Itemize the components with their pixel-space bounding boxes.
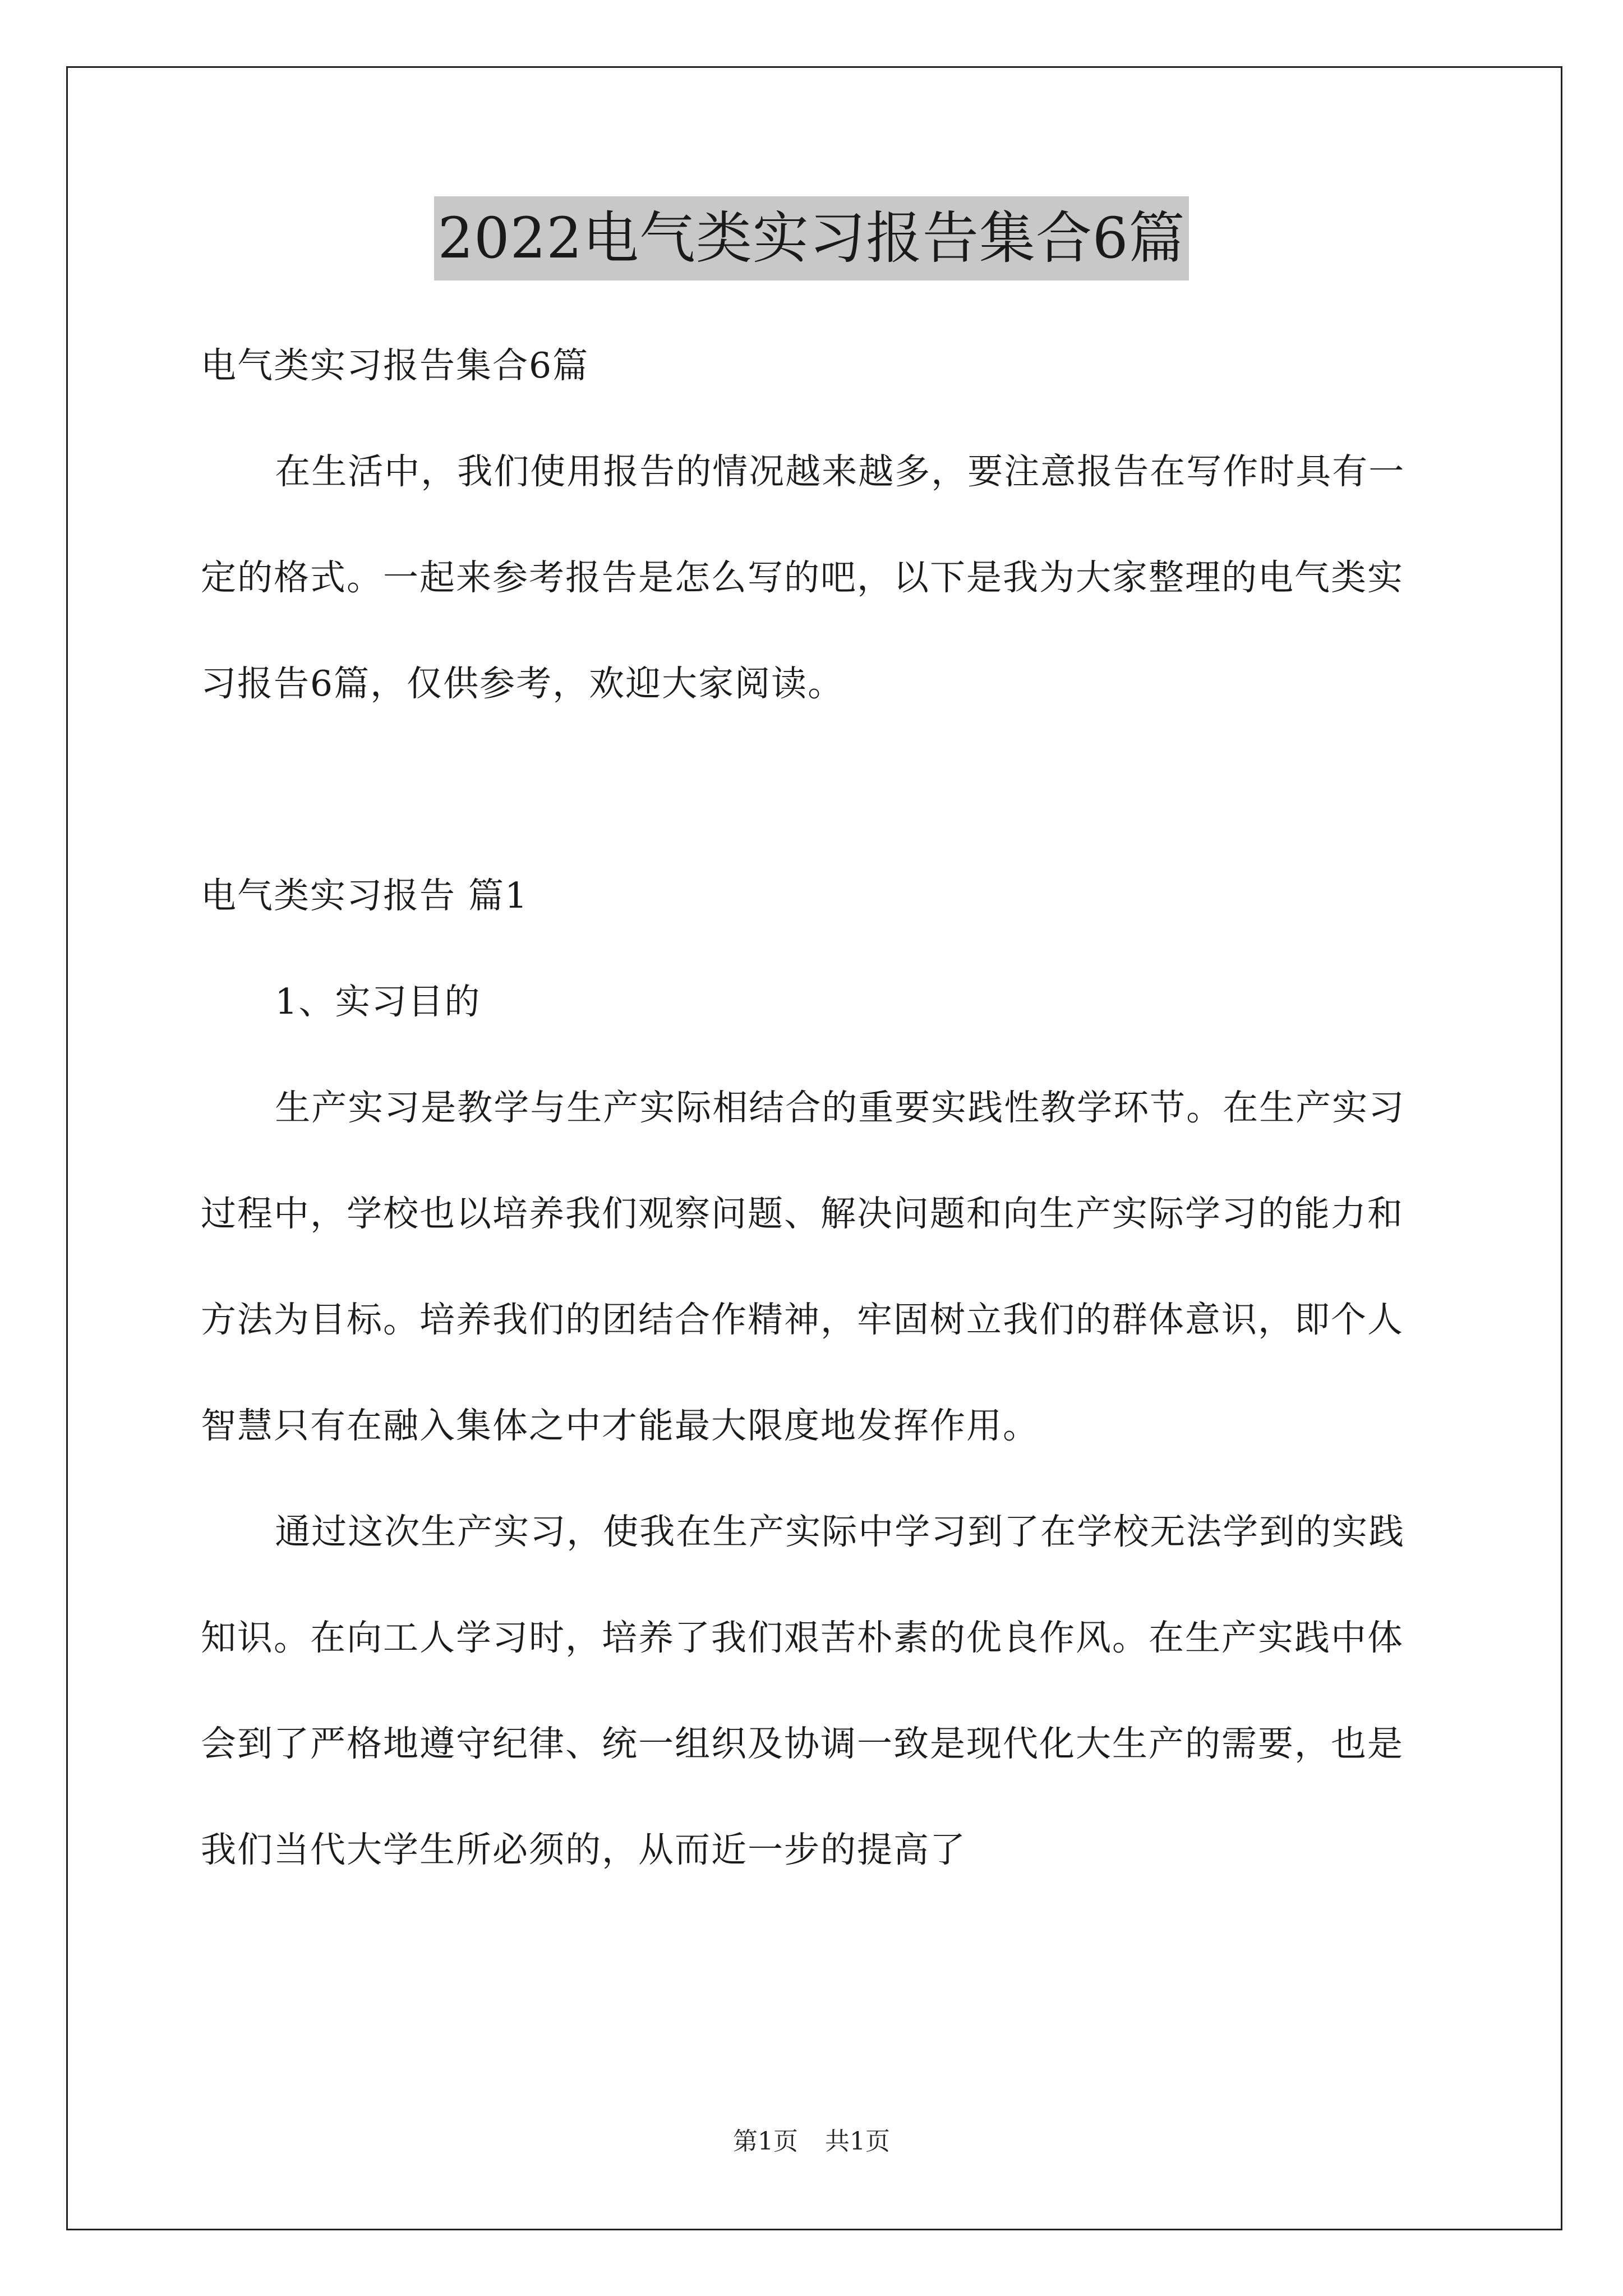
body-paragraph-1: 生产实习是教学与生产实际相结合的重要实践性教学环节。在生产实习过程中，学校也以培养我们观察问题、解决问题和向生产实际学习的能力和方法为目标。培养我们的团结合作精神，牢固树立我们的群体意识，即个人智慧只有在融入集体之中才能最大限度地发挥作用。 bbox=[201, 1087, 1405, 1446]
item-heading: 1、实习目的 bbox=[275, 981, 481, 1022]
intro-paragraph: 在生活中，我们使用报告的情况越来越多，要注意报告在写作时具有一定的格式。一起来参考报告是怎么写的吧，以下是我为大家整理的电气类实习报告6篇，仅供参考，欢迎大家阅读。 bbox=[201, 451, 1405, 704]
page-footer bbox=[0, 2125, 1623, 2159]
spacer bbox=[201, 737, 1435, 843]
document-title: 2022电气类实习报告集合6篇 bbox=[434, 196, 1188, 280]
page-number: 第1页 bbox=[733, 2127, 798, 2156]
document-subtitle: 电气类实习报告集合6篇 bbox=[201, 345, 589, 386]
section-heading: 电气类实习报告 篇1 bbox=[201, 875, 529, 916]
document-body bbox=[201, 312, 1435, 1903]
page-total: 共1页 bbox=[825, 2127, 890, 2156]
body-paragraph-2: 通过这次生产实习，使我在生产实际中学习到了在学校无法学到的实践知识。在向工人学习时，培养了我们艰苦朴素的优良作风。在生产实践中体会到了严格地遵守纪律、统一组织及协调一致是现代化大生产的需要，也是我们当代大学生所必须的，从而近一步的提高了 bbox=[201, 1511, 1405, 1870]
title-container bbox=[0, 196, 1623, 280]
